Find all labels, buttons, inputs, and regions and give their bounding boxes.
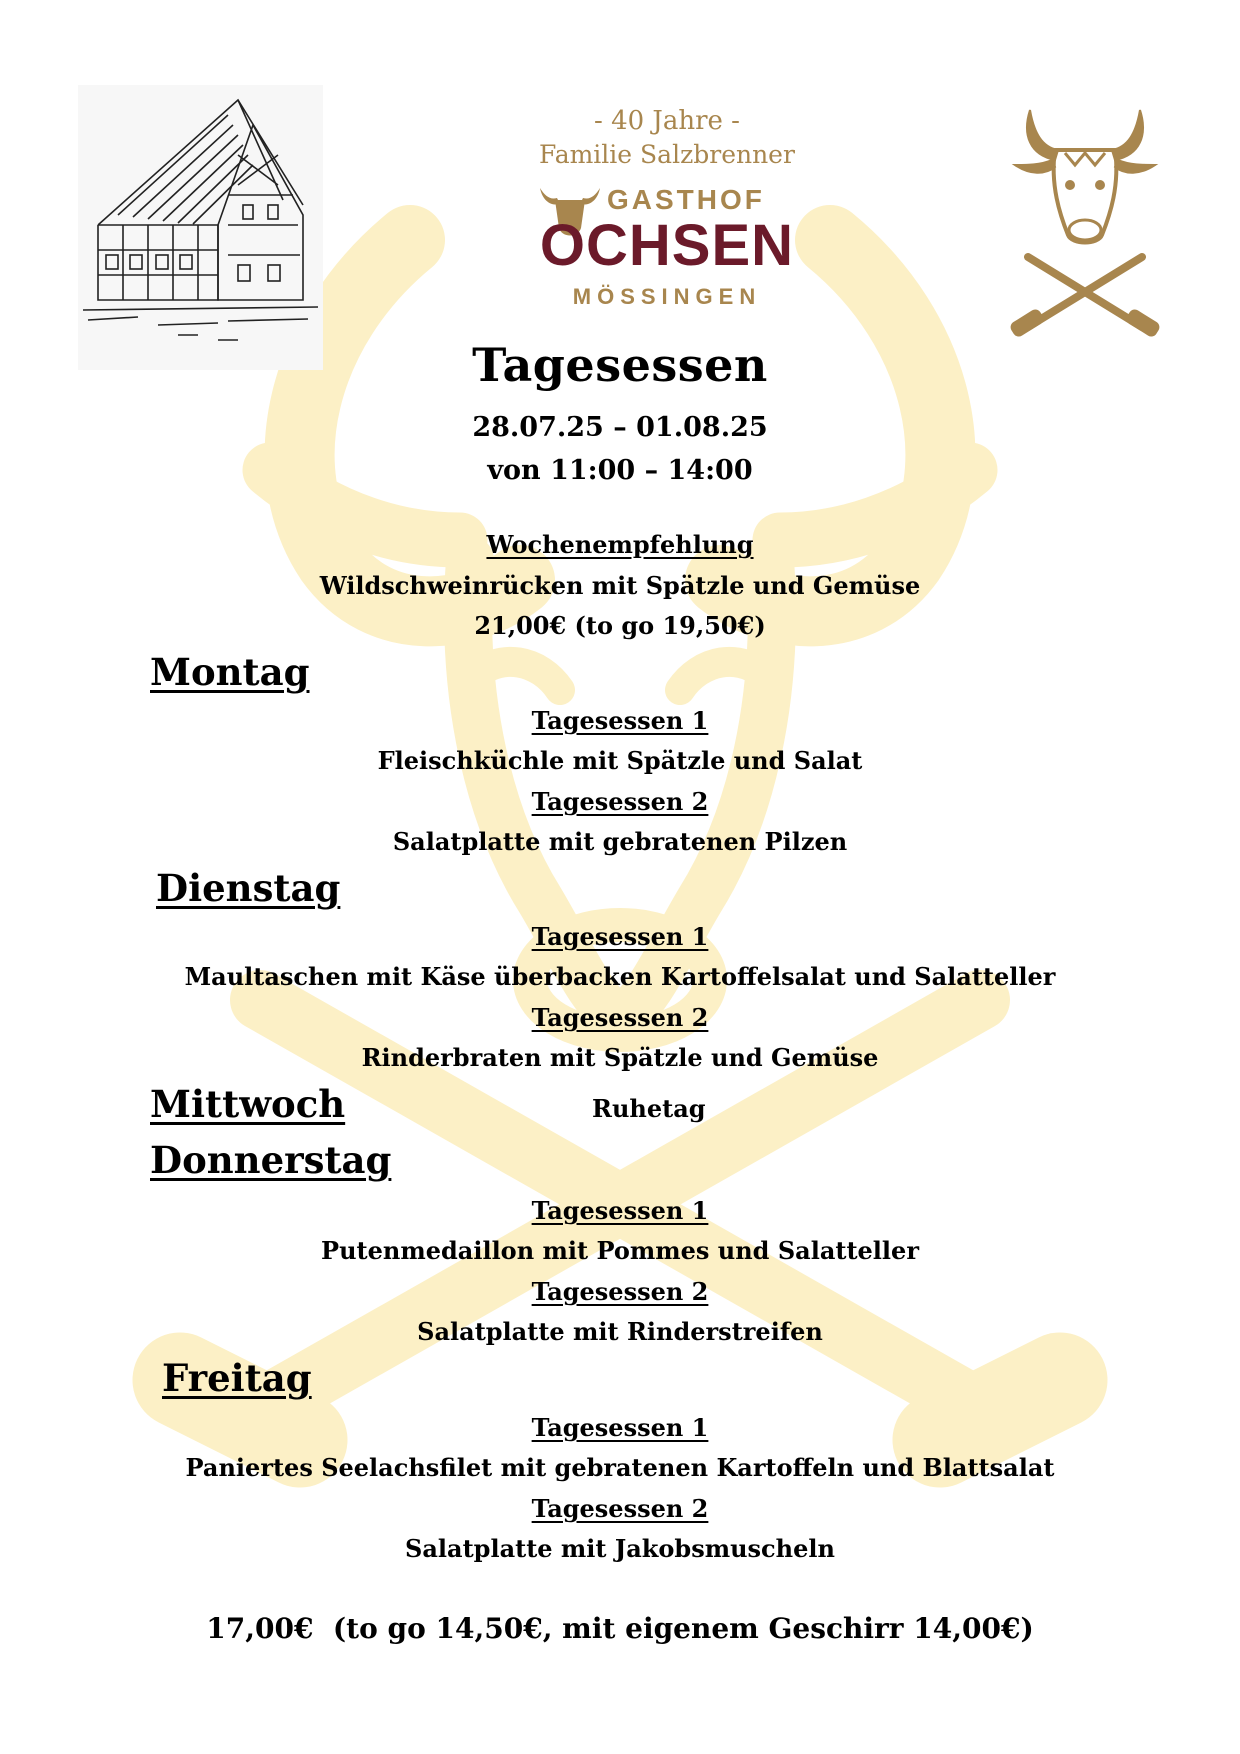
- thursday-meal1: Putenmedaillon mit Pommes und Salatteller: [321, 1236, 919, 1265]
- time-range: von 11:00 – 14:00: [487, 455, 753, 486]
- tuesday-meal2: Rinderbraten mit Spätzle und Gemüse: [361, 1043, 879, 1072]
- tuesday-meal2-heading: Tagesessen 2: [531, 1003, 709, 1032]
- bull-knives-icon: [1010, 105, 1160, 345]
- thursday-meal2-heading: Tagesessen 2: [531, 1277, 709, 1306]
- weekly-price: 21,00€ (to go 19,50€): [474, 611, 766, 640]
- day-label-thursday: Donnerstag: [150, 1138, 392, 1182]
- thursday-meal2: Salatplatte mit Rinderstreifen: [417, 1317, 823, 1346]
- logo-anniversary: - 40 Jahre -: [594, 106, 740, 136]
- tuesday-meal1-heading: Tagesessen 1: [531, 922, 709, 951]
- logo-gasthof: GASTHOF: [607, 184, 765, 215]
- day-label-wednesday: Mittwoch: [150, 1082, 346, 1126]
- thursday-meal1-heading: Tagesessen 1: [531, 1196, 709, 1225]
- house-sketch-icon: [78, 85, 323, 370]
- friday-meal2: Salatplatte mit Jakobsmuscheln: [405, 1534, 835, 1563]
- tuesday-meal1: Maultaschen mit Käse überbacken Kartoffelsalat und Salatteller: [184, 962, 1056, 991]
- friday-meal1: Paniertes Seelachsfilet mit gebratenen Kartoffeln und Blattsalat: [185, 1453, 1055, 1482]
- weekly-dish: Wildschweinrücken mit Spätzle und Gemüse: [319, 571, 921, 600]
- monday-meal1: Fleischküchle mit Spätzle und Salat: [377, 746, 863, 775]
- footer-price: 17,00€ (to go 14,50€, mit eigenem Geschirr 14,00€): [206, 1612, 1034, 1645]
- page-title: Tagesessen: [472, 338, 768, 392]
- logo-family: Familie Salzbrenner: [539, 140, 795, 169]
- friday-meal2-heading: Tagesessen 2: [531, 1494, 709, 1523]
- friday-meal1-heading: Tagesessen 1: [531, 1413, 709, 1442]
- monday-meal2-heading: Tagesessen 2: [531, 787, 709, 816]
- date-range: 28.07.25 – 01.08.25: [472, 412, 768, 443]
- monday-meal1-heading: Tagesessen 1: [531, 706, 709, 735]
- monday-meal2: Salatplatte mit gebratenen Pilzen: [392, 827, 848, 856]
- day-label-tuesday: Dienstag: [156, 866, 341, 910]
- weekly-heading: Wochenempfehlung: [486, 530, 754, 559]
- logo-name: OCHSEN: [539, 213, 795, 278]
- wednesday-note: Ruhetag: [592, 1094, 706, 1123]
- day-label-friday: Freitag: [162, 1356, 312, 1400]
- day-label-monday: Montag: [150, 650, 310, 694]
- gasthof-logo: [529, 100, 805, 320]
- logo-town: MÖSSINGEN: [572, 284, 762, 309]
